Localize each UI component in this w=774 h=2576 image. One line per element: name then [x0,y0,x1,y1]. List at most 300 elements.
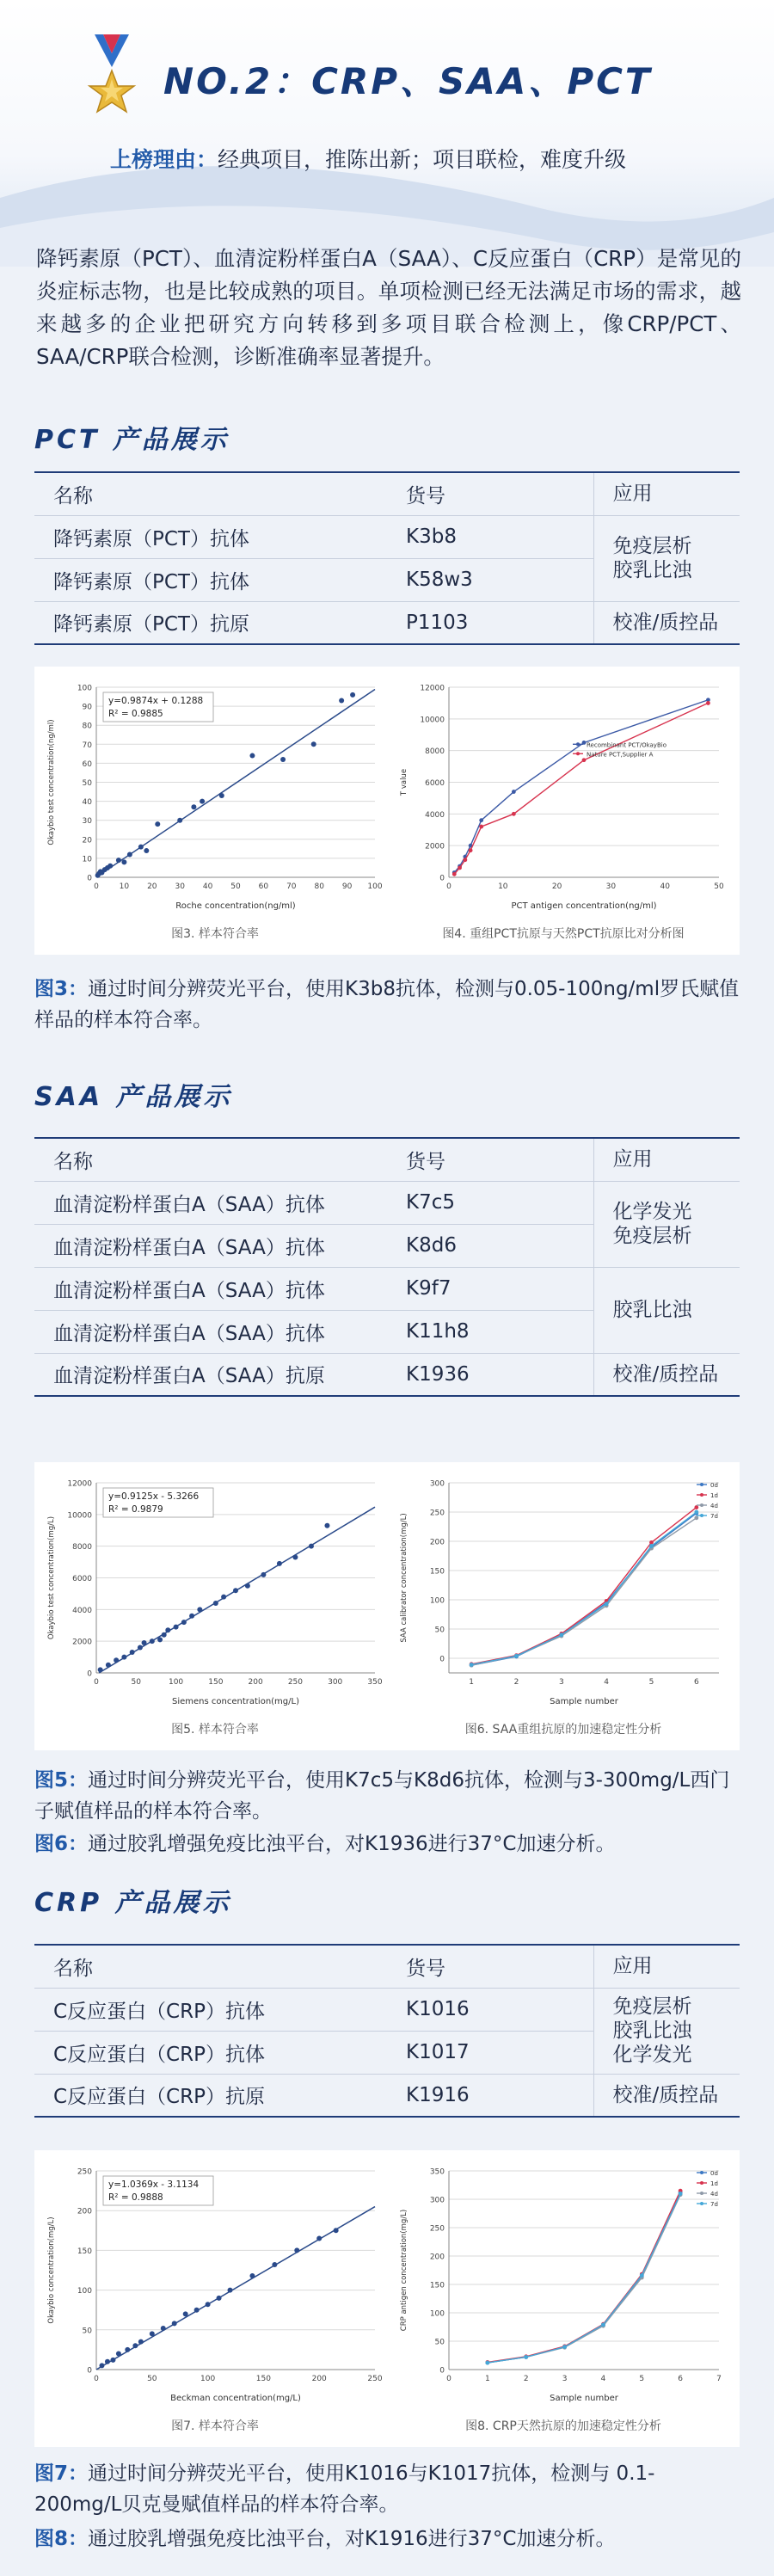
series-point [524,2355,528,2359]
fig8-chart [396,2159,731,2413]
legend-label: Recombinant PCT/OkayBio [587,741,666,749]
legend-label: 1d [710,2180,718,2187]
data-point [121,859,126,864]
table-row [34,2074,740,2117]
col-app-header: 应用 [593,1945,740,1988]
y-tick-label: 100 [77,684,92,693]
reason-line [110,143,626,174]
series-point [601,2322,605,2327]
fig7-chart [43,2159,387,2413]
data-point [105,2359,110,2364]
x-tick-label: 4 [600,2375,606,2383]
x-tick-label: 1 [469,1678,475,1687]
legend-marker [700,2171,703,2174]
product-code: P1103 [396,601,593,644]
table-header-row [34,1945,740,1988]
data-point [334,2228,339,2233]
fig4-svg [396,675,731,920]
y-tick-label: 12000 [67,1479,92,1489]
product-name: 降钙素原（PCT）抗体 [34,515,396,558]
x-tick-label: 6 [693,1678,699,1687]
product-application: 免疫层析 胶乳比浊 [593,515,740,601]
x-tick-label: 5 [648,1678,654,1687]
fig5-svg [43,1471,387,1716]
x-tick-label: 0 [94,2375,99,2383]
table-row [34,1181,740,1224]
data-point [200,799,205,804]
col-name-header: 名称 [34,472,396,515]
data-point [125,2347,130,2352]
col-name-header: 名称 [34,1138,396,1181]
pct-figures [34,667,740,955]
series-point [485,2361,489,2365]
fig3-desc-text: 通过时间分辨荧光平台，使用K3b8抗体，检测与0.05-100ng/ml罗氏赋值样品的样本符合率。 [34,978,740,1031]
x-tick-label: 100 [367,882,383,891]
series-point [512,812,516,816]
r2-label: R² = 0.9888 [108,2192,163,2203]
data-point [194,2308,200,2313]
crp-product-table [34,1944,740,2118]
series-line [454,700,708,873]
series-point [469,848,473,852]
data-point [132,2343,138,2348]
legend-label: 4d [710,1503,718,1509]
product-name: 降钙素原（PCT）抗原 [34,601,396,644]
series-point [470,1663,474,1667]
y-tick-label: 30 [82,817,92,827]
product-code: K8d6 [396,1224,593,1267]
x-tick-label: 20 [147,882,157,891]
col-name-header: 名称 [34,1945,396,1988]
x-tick-label: 250 [367,2375,383,2383]
series-point [479,818,483,822]
y-tick-label: 100 [429,2309,445,2319]
data-point [165,1627,170,1632]
data-point [294,2247,299,2253]
x-tick-label: 6 [678,2375,684,2383]
y-tick-label: 10000 [67,1511,92,1521]
fig5-chart [43,1471,387,1716]
data-point [292,1555,298,1560]
product-name: 血清淀粉样蛋白A（SAA）抗体 [34,1224,396,1267]
crp-figures [34,2150,740,2447]
product-name: 血清淀粉样蛋白A（SAA）抗体 [34,1310,396,1353]
legend-marker [700,1503,703,1507]
r2-label: R² = 0.9879 [108,1504,163,1515]
y-tick-label: 10000 [420,716,445,725]
y-tick-label: 70 [82,741,92,750]
x-tick-label: 80 [314,882,324,891]
y-tick-label: 40 [82,798,92,808]
fig5-desc-label: 图5： [34,1769,89,1792]
table-row [34,1988,740,2031]
data-point [189,1614,194,1619]
data-point [162,1632,167,1638]
x-tick-label: 50 [147,2375,157,2383]
data-point [172,2321,177,2326]
y-tick-label: 8000 [425,747,445,757]
fig3-chart [43,675,387,920]
y-tick-label: 90 [82,703,92,712]
y-tick-label: 0 [87,2366,92,2376]
legend-marker [576,742,580,746]
data-point [324,1523,329,1528]
x-axis-label: Beckman concentration(mg/L) [170,2394,301,2403]
header [0,0,774,258]
series-point [479,825,483,829]
fig6-caption: 图6. SAA重组抗原的加速稳定性分析 [464,1723,662,1737]
data-point [228,2288,233,2293]
data-point [221,1595,226,1600]
fig3-svg [43,675,387,920]
data-point [277,1561,282,1566]
saa-product-table [34,1137,740,1397]
data-point [249,2273,255,2278]
y-tick-label: 50 [82,2327,92,2336]
product-name: 血清淀粉样蛋白A（SAA）抗体 [34,1181,396,1224]
data-point [114,1657,119,1663]
x-axis-label: Siemens concentration(mg/L) [172,1697,299,1706]
x-tick-label: 20 [551,882,562,891]
y-axis-label: SAA calibrator concentration(mg/L) [400,1513,408,1643]
x-tick-label: 3 [558,1678,564,1687]
x-tick-label: 4 [604,1678,610,1687]
saa-section-title: SAA 产品展示 [34,1082,233,1112]
fig7-caption: 图7. 样本符合率 [171,2419,259,2433]
series-point [706,701,710,705]
y-tick-label: 0 [439,1655,445,1664]
equation-label: y=0.9874x + 0.1288 [108,696,204,706]
fig7-svg [43,2159,387,2413]
x-tick-label: 60 [258,882,269,891]
product-name: 血清淀粉样蛋白A（SAA）抗原 [34,1353,396,1396]
data-point [161,2326,166,2331]
legend-marker [576,752,580,755]
y-tick-label: 0 [439,2366,445,2376]
data-point [183,2311,188,2316]
y-axis-label: Okaybio test concentration(ng/ml) [47,719,56,845]
data-point [350,692,355,698]
data-point [311,741,316,747]
x-axis-label: Roche concentration(ng/ml) [175,901,296,911]
y-tick-label: 2000 [72,1638,92,1647]
x-tick-label: 150 [208,1678,224,1687]
series-point [694,1505,698,1509]
y-tick-label: 80 [82,722,92,731]
col-app-header: 应用 [593,472,740,515]
series-point [640,2273,644,2278]
product-name: 降钙素原（PCT）抗体 [34,558,396,601]
series-point [559,1632,563,1637]
y-axis-label: CRP antigen concentration(mg/L) [400,2209,408,2332]
x-tick-label: 0 [94,1678,99,1687]
series-line [471,1508,697,1664]
y-tick-label: 250 [77,2167,92,2177]
fig8-desc-label: 图8： [34,2528,89,2550]
series-line [488,2195,680,2363]
fig7-desc-text: 通过时间分辨荧光平台，使用K1016与K1017抗体，检测与 0.1-200mg/L贝克曼赋值样品的样本符合率。 [34,2462,655,2516]
data-point [213,1601,218,1606]
data-point [206,2302,211,2307]
data-point [138,1645,143,1651]
fig4-caption: 图4. 重组PCT抗原与天然PCT抗原比对分析图 [442,927,685,941]
y-tick-label: 2000 [425,842,445,851]
data-point [233,1588,238,1593]
legend-marker [700,2202,703,2205]
y-axis-label: Okaybio test concentration(mg/L) [47,1515,56,1640]
y-tick-label: 300 [429,2196,445,2205]
series-line [471,1518,697,1665]
fig3-description [34,974,740,1036]
x-tick-label: 2 [523,2375,529,2383]
table-row [34,515,740,558]
table-row [34,1353,740,1396]
data-point [181,1620,187,1625]
product-code: K9f7 [396,1267,593,1310]
series-point [514,1654,519,1658]
fig6-desc-text: 通过胶乳增强免疫比浊平台，对K1936进行37°C加速分析。 [88,1833,616,1855]
product-name: 血清淀粉样蛋白A（SAA）抗体 [34,1267,396,1310]
y-tick-label: 300 [429,1479,445,1489]
product-code: K1017 [396,2031,593,2074]
y-tick-label: 200 [429,1538,445,1547]
series-point [605,1602,609,1606]
trend-line [96,2207,375,2370]
fig3-desc-label: 图3： [34,978,89,1000]
series-point [458,866,462,870]
reason-label: 上榜理由： [110,147,218,172]
x-tick-label: 40 [202,882,213,891]
x-tick-label: 90 [341,882,353,891]
series-point [679,2192,683,2196]
series-line [471,1513,697,1665]
data-point [121,1655,126,1660]
legend-label: 0d [710,2170,718,2177]
x-tick-label: 300 [328,1678,343,1687]
fig8-svg [396,2159,731,2413]
data-point [150,1638,155,1644]
product-application: 胶乳比浊 [593,1267,740,1353]
y-tick-label: 100 [77,2287,92,2296]
y-tick-label: 200 [429,2253,445,2262]
data-point [108,864,113,869]
fig5-caption: 图5. 样本符合率 [171,1723,259,1737]
y-tick-label: 8000 [72,1543,92,1552]
y-tick-label: 150 [77,2247,92,2256]
x-tick-label: 30 [175,882,185,891]
fig8-description [34,2524,740,2554]
series-line [488,2193,680,2363]
series-line [471,1512,697,1664]
y-tick-label: 250 [429,1509,445,1518]
table-header-row [34,472,740,515]
page-title: NO.2：CRP、SAA、PCT [163,60,653,102]
y-tick-label: 350 [429,2167,445,2177]
data-point [249,753,255,759]
data-point [245,1583,250,1589]
x-tick-label: 30 [605,882,617,891]
series-point [463,858,467,862]
x-tick-label: 50 [714,882,724,891]
legend-label: 7d [710,1513,718,1520]
x-tick-label: 150 [255,2375,271,2383]
y-tick-label: 12000 [420,684,445,693]
intro-paragraph: 降钙素原（PCT）、血清淀粉样蛋白A（SAA）、C反应蛋白（CRP）是常见的炎症标志物，也是比较成熟的项目。单项检测已经无法满足市场的需求，越来越多的企业把研究方向转移到多项目联合检测上，像CRP/PCT、SAA/CRP联合检测，诊断准确率显著提升。 [36,246,741,369]
data-point [155,821,160,827]
fig8-caption: 图8. CRP天然抗原的加速稳定性分析 [465,2419,661,2433]
product-code: K1936 [396,1353,593,1396]
y-tick-label: 150 [429,1567,445,1577]
data-point [309,1544,314,1549]
product-code: K7c5 [396,1181,593,1224]
col-code-header: 货号 [396,1945,593,1988]
data-point [99,2363,104,2368]
data-point [138,845,144,850]
legend-marker [700,1483,703,1486]
series-point [694,1510,698,1515]
product-application: 校准/质控品 [593,2074,740,2117]
y-tick-label: 4000 [72,1606,92,1615]
equation-label: y=1.0369x - 3.1134 [108,2179,200,2190]
legend-marker [700,1514,703,1517]
series-line [454,703,708,874]
series-point [694,1515,698,1520]
product-application: 校准/质控品 [593,1353,740,1396]
fig6-desc-label: 图6： [34,1833,89,1855]
legend-marker [700,2181,703,2185]
data-point [316,2236,322,2241]
y-tick-label: 50 [434,2338,445,2347]
y-tick-label: 200 [77,2207,92,2216]
data-point [127,851,132,857]
data-point [144,848,149,853]
y-tick-label: 250 [429,2224,445,2234]
x-tick-label: 40 [660,882,670,891]
col-app-header: 应用 [593,1138,740,1181]
medal-icon [86,34,138,129]
x-tick-label: 200 [311,2375,327,2383]
fig3-caption: 图3. 样本符合率 [171,927,259,941]
product-code: K1016 [396,1988,593,2031]
data-point [106,1663,111,1668]
data-point [157,1637,163,1642]
equation-label: y=0.9125x - 5.3266 [108,1491,200,1502]
fig7-description [34,2458,740,2520]
data-point [116,2352,121,2357]
product-name: C反应蛋白（CRP）抗原 [34,2074,396,2117]
data-point [177,818,182,823]
y-tick-label: 50 [434,1626,445,1635]
table-row [34,601,740,644]
x-tick-label: 10 [119,882,130,891]
data-point [339,698,344,703]
table-header-row [34,1138,740,1181]
legend-marker [700,2192,703,2195]
fig6-svg [396,1471,731,1716]
data-point [280,757,286,762]
data-point [150,2331,155,2336]
fig5-desc-text: 通过时间分辨荧光平台，使用K7c5与K8d6抗体，检测与3-300mg/L西门子赋值样品的样本符合率。 [34,1769,730,1823]
product-application: 校准/质控品 [593,601,740,644]
legend-label: 7d [710,2201,718,2208]
data-point [130,1650,135,1655]
y-tick-label: 60 [82,759,92,769]
x-tick-label: 350 [367,1678,383,1687]
data-point [110,2358,115,2363]
y-axis-label: Okaybio concentration(mg/L) [47,2216,56,2324]
x-tick-label: 7 [716,2375,722,2383]
product-code: K3b8 [396,515,593,558]
data-point [191,804,196,809]
series-point [452,872,457,876]
data-point [174,1625,179,1630]
table-row [34,1267,740,1310]
y-tick-label: 10 [82,855,92,864]
fig8-desc-text: 通过胶乳增强免疫比浊平台，对K1916进行37°C加速分析。 [88,2528,616,2550]
x-tick-label: 50 [230,882,241,891]
y-tick-label: 0 [87,1669,92,1679]
y-tick-label: 150 [429,2281,445,2290]
legend-label: Nature PCT,Supplier A [587,751,654,759]
reason-text: 经典项目，推陈出新；项目联检，难度升级 [218,147,627,172]
series-point [562,2345,567,2349]
saa-figures [34,1462,740,1750]
x-axis-label: PCT antigen concentration(ng/ml) [511,901,657,911]
x-tick-label: 50 [131,1678,142,1687]
x-tick-label: 250 [287,1678,304,1687]
fig6-chart [396,1471,731,1716]
data-point [219,793,224,798]
x-tick-label: 100 [200,2375,216,2383]
x-tick-label: 0 [446,882,452,891]
r2-label: R² = 0.9885 [108,709,163,719]
data-point [261,1572,266,1577]
legend-marker [700,1493,703,1497]
data-point [98,1667,103,1672]
x-tick-label: 100 [168,1678,184,1687]
series-point [512,790,516,794]
legend-label: 4d [710,2191,718,2198]
fig6-description [34,1829,740,1860]
pct-section-title: PCT 产品展示 [34,425,230,455]
y-axis-label: T value [400,768,408,796]
series-point [582,758,587,762]
legend-label: 0d [710,1482,718,1489]
x-axis-label: Sample number [550,2394,618,2403]
legend-label: 1d [710,1492,718,1499]
data-point [197,1607,202,1612]
x-tick-label: 2 [513,1678,519,1687]
x-tick-label: 200 [248,1678,263,1687]
x-tick-label: 3 [562,2375,568,2383]
product-name: C反应蛋白（CRP）抗体 [34,1988,396,2031]
x-tick-label: 70 [286,882,297,891]
y-tick-label: 50 [82,779,92,788]
y-tick-label: 0 [87,874,92,883]
product-code: K1916 [396,2074,593,2117]
x-tick-label: 1 [484,2375,490,2383]
y-tick-label: 6000 [72,1575,92,1583]
x-tick-label: 5 [639,2375,645,2383]
product-name: C反应蛋白（CRP）抗体 [34,2031,396,2074]
product-application: 化学发光 免疫层析 [593,1181,740,1267]
fig7-desc-label: 图7： [34,2462,89,2485]
y-tick-label: 100 [429,1596,445,1606]
product-code: K11h8 [396,1310,593,1353]
fig4-chart [396,675,731,920]
product-code: K58w3 [396,558,593,601]
x-axis-label: Sample number [550,1697,618,1706]
